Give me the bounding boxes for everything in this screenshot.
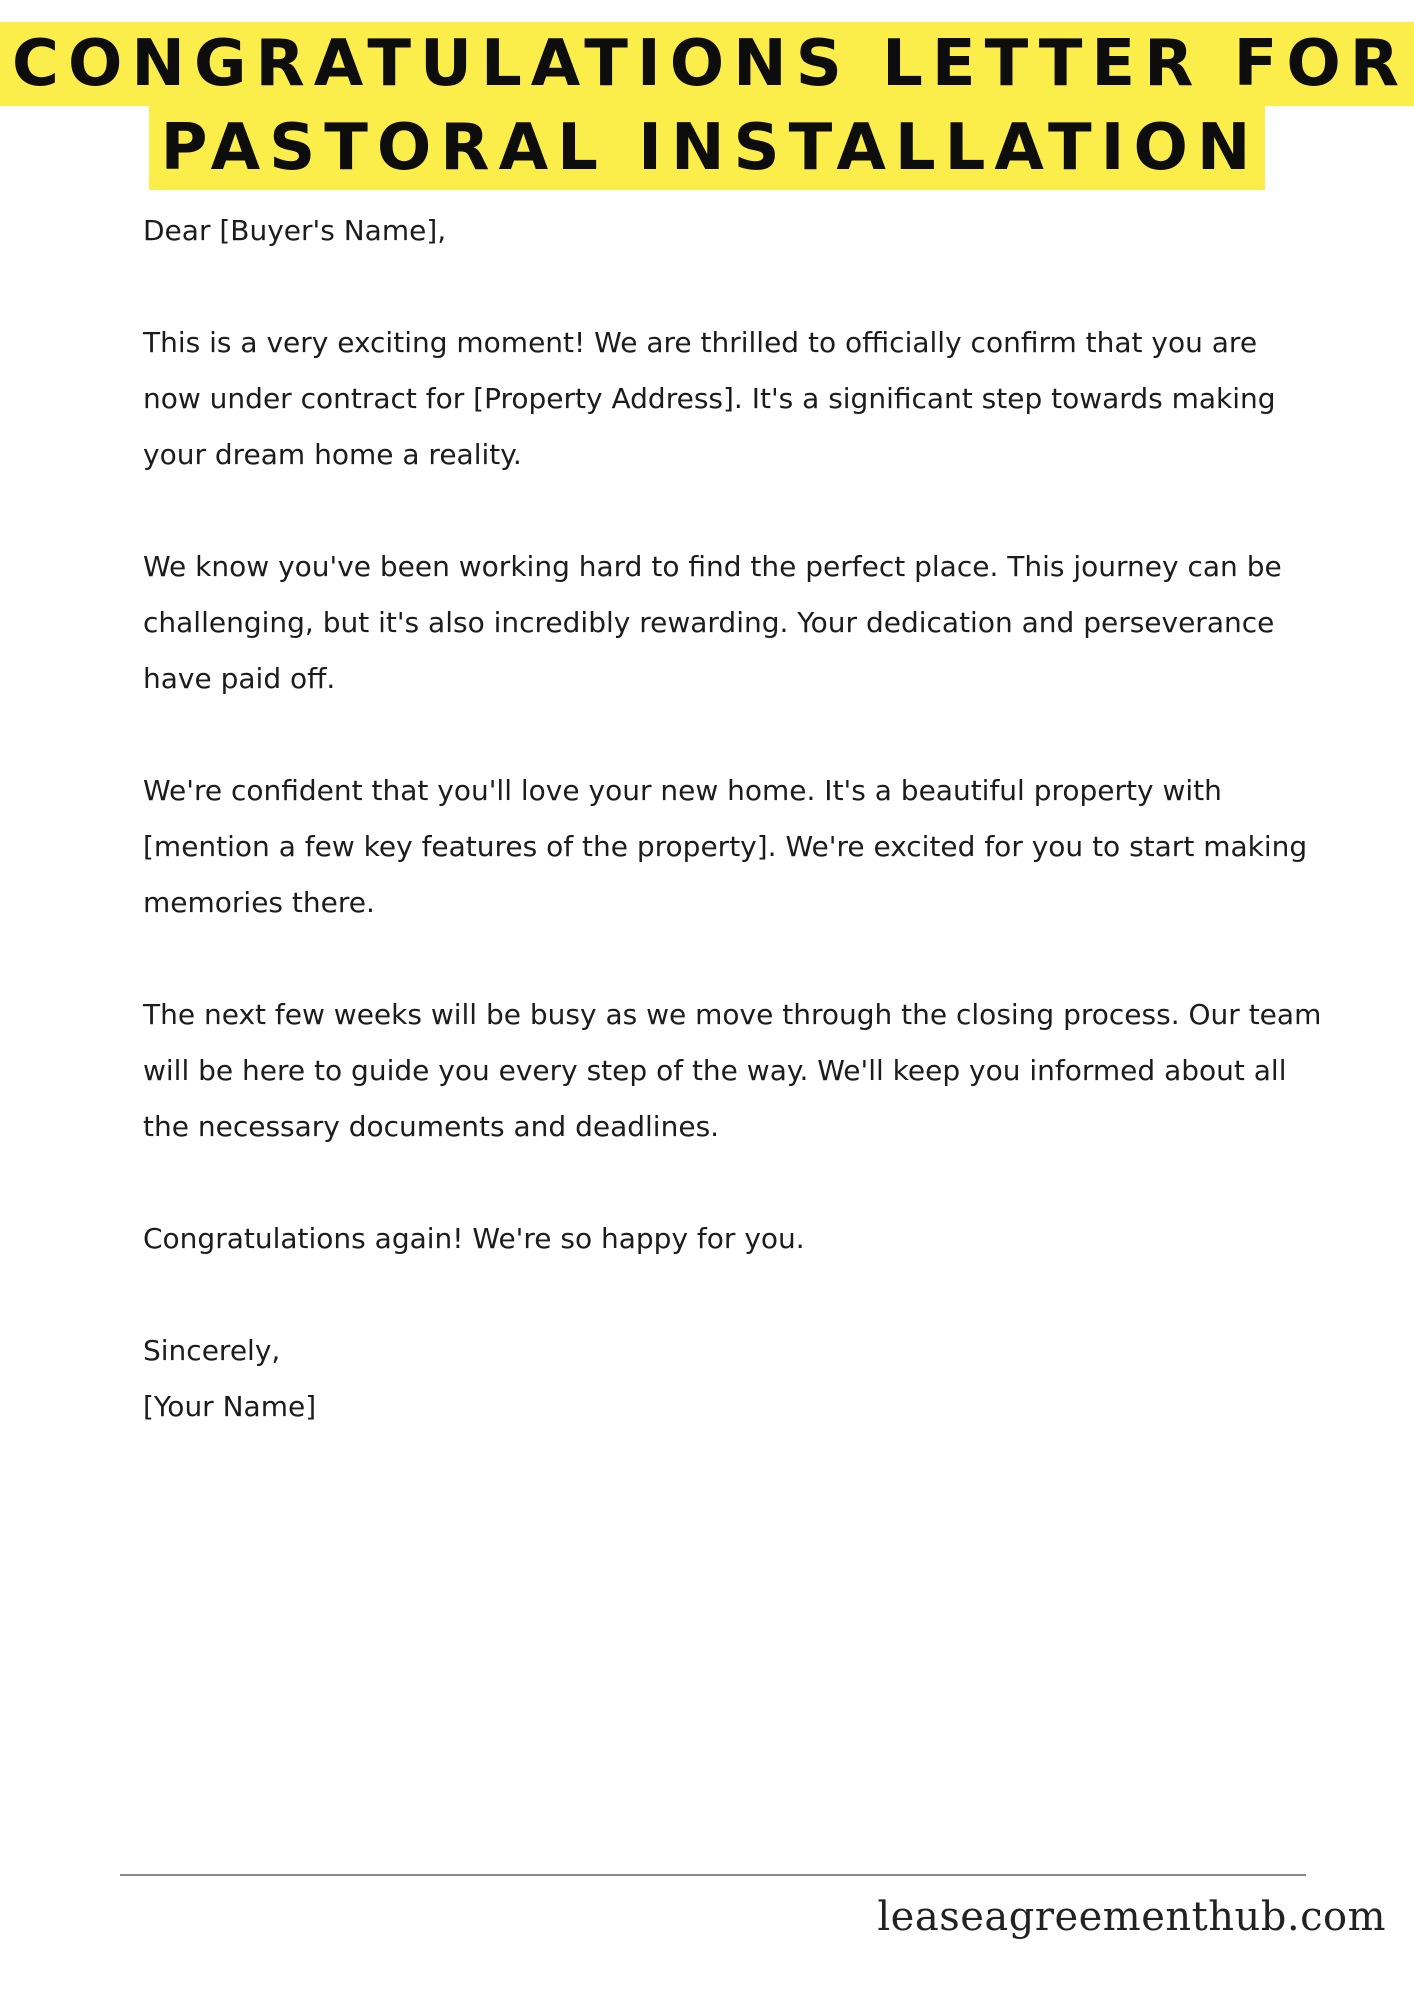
salutation: Dear [Buyer's Name], bbox=[143, 214, 447, 247]
paragraph-3: We're confident that you'll love your new home. It's a beautiful property with [mention a few key features of the property]. We're excited for you to start making memories there. bbox=[143, 774, 1308, 919]
paragraph-5: Congratulations again! We're so happy for you. bbox=[143, 1222, 805, 1255]
footer-divider bbox=[120, 1874, 1306, 1876]
paragraph-1: This is a very exciting moment! We are thrilled to officially confirm that you are now under contract for [Property Address]. It's a significant step towards making your dream home a reality. bbox=[143, 326, 1276, 471]
paragraph-2: We know you've been working hard to find the perfect place. This journey can be challenging, but it's also incredibly rewarding. Your dedication and perseverance have paid off. bbox=[143, 550, 1282, 695]
title-line-1: CONGRATULATIONS LETTER FOR bbox=[0, 22, 1414, 106]
signature: [Your Name] bbox=[143, 1390, 317, 1423]
paragraph-4: The next few weeks will be busy as we move through the closing process. Our team will be here to guide you every step of the way. We'll keep you informed about all the necessary documents and deadlines. bbox=[143, 998, 1322, 1143]
title-line-2: PASTORAL INSTALLATION bbox=[149, 106, 1266, 190]
footer-website: leaseagreementhub.com bbox=[877, 1894, 1386, 1940]
letter-body bbox=[143, 203, 1323, 1435]
closing: Sincerely, bbox=[143, 1334, 281, 1367]
page-title bbox=[0, 22, 1414, 190]
